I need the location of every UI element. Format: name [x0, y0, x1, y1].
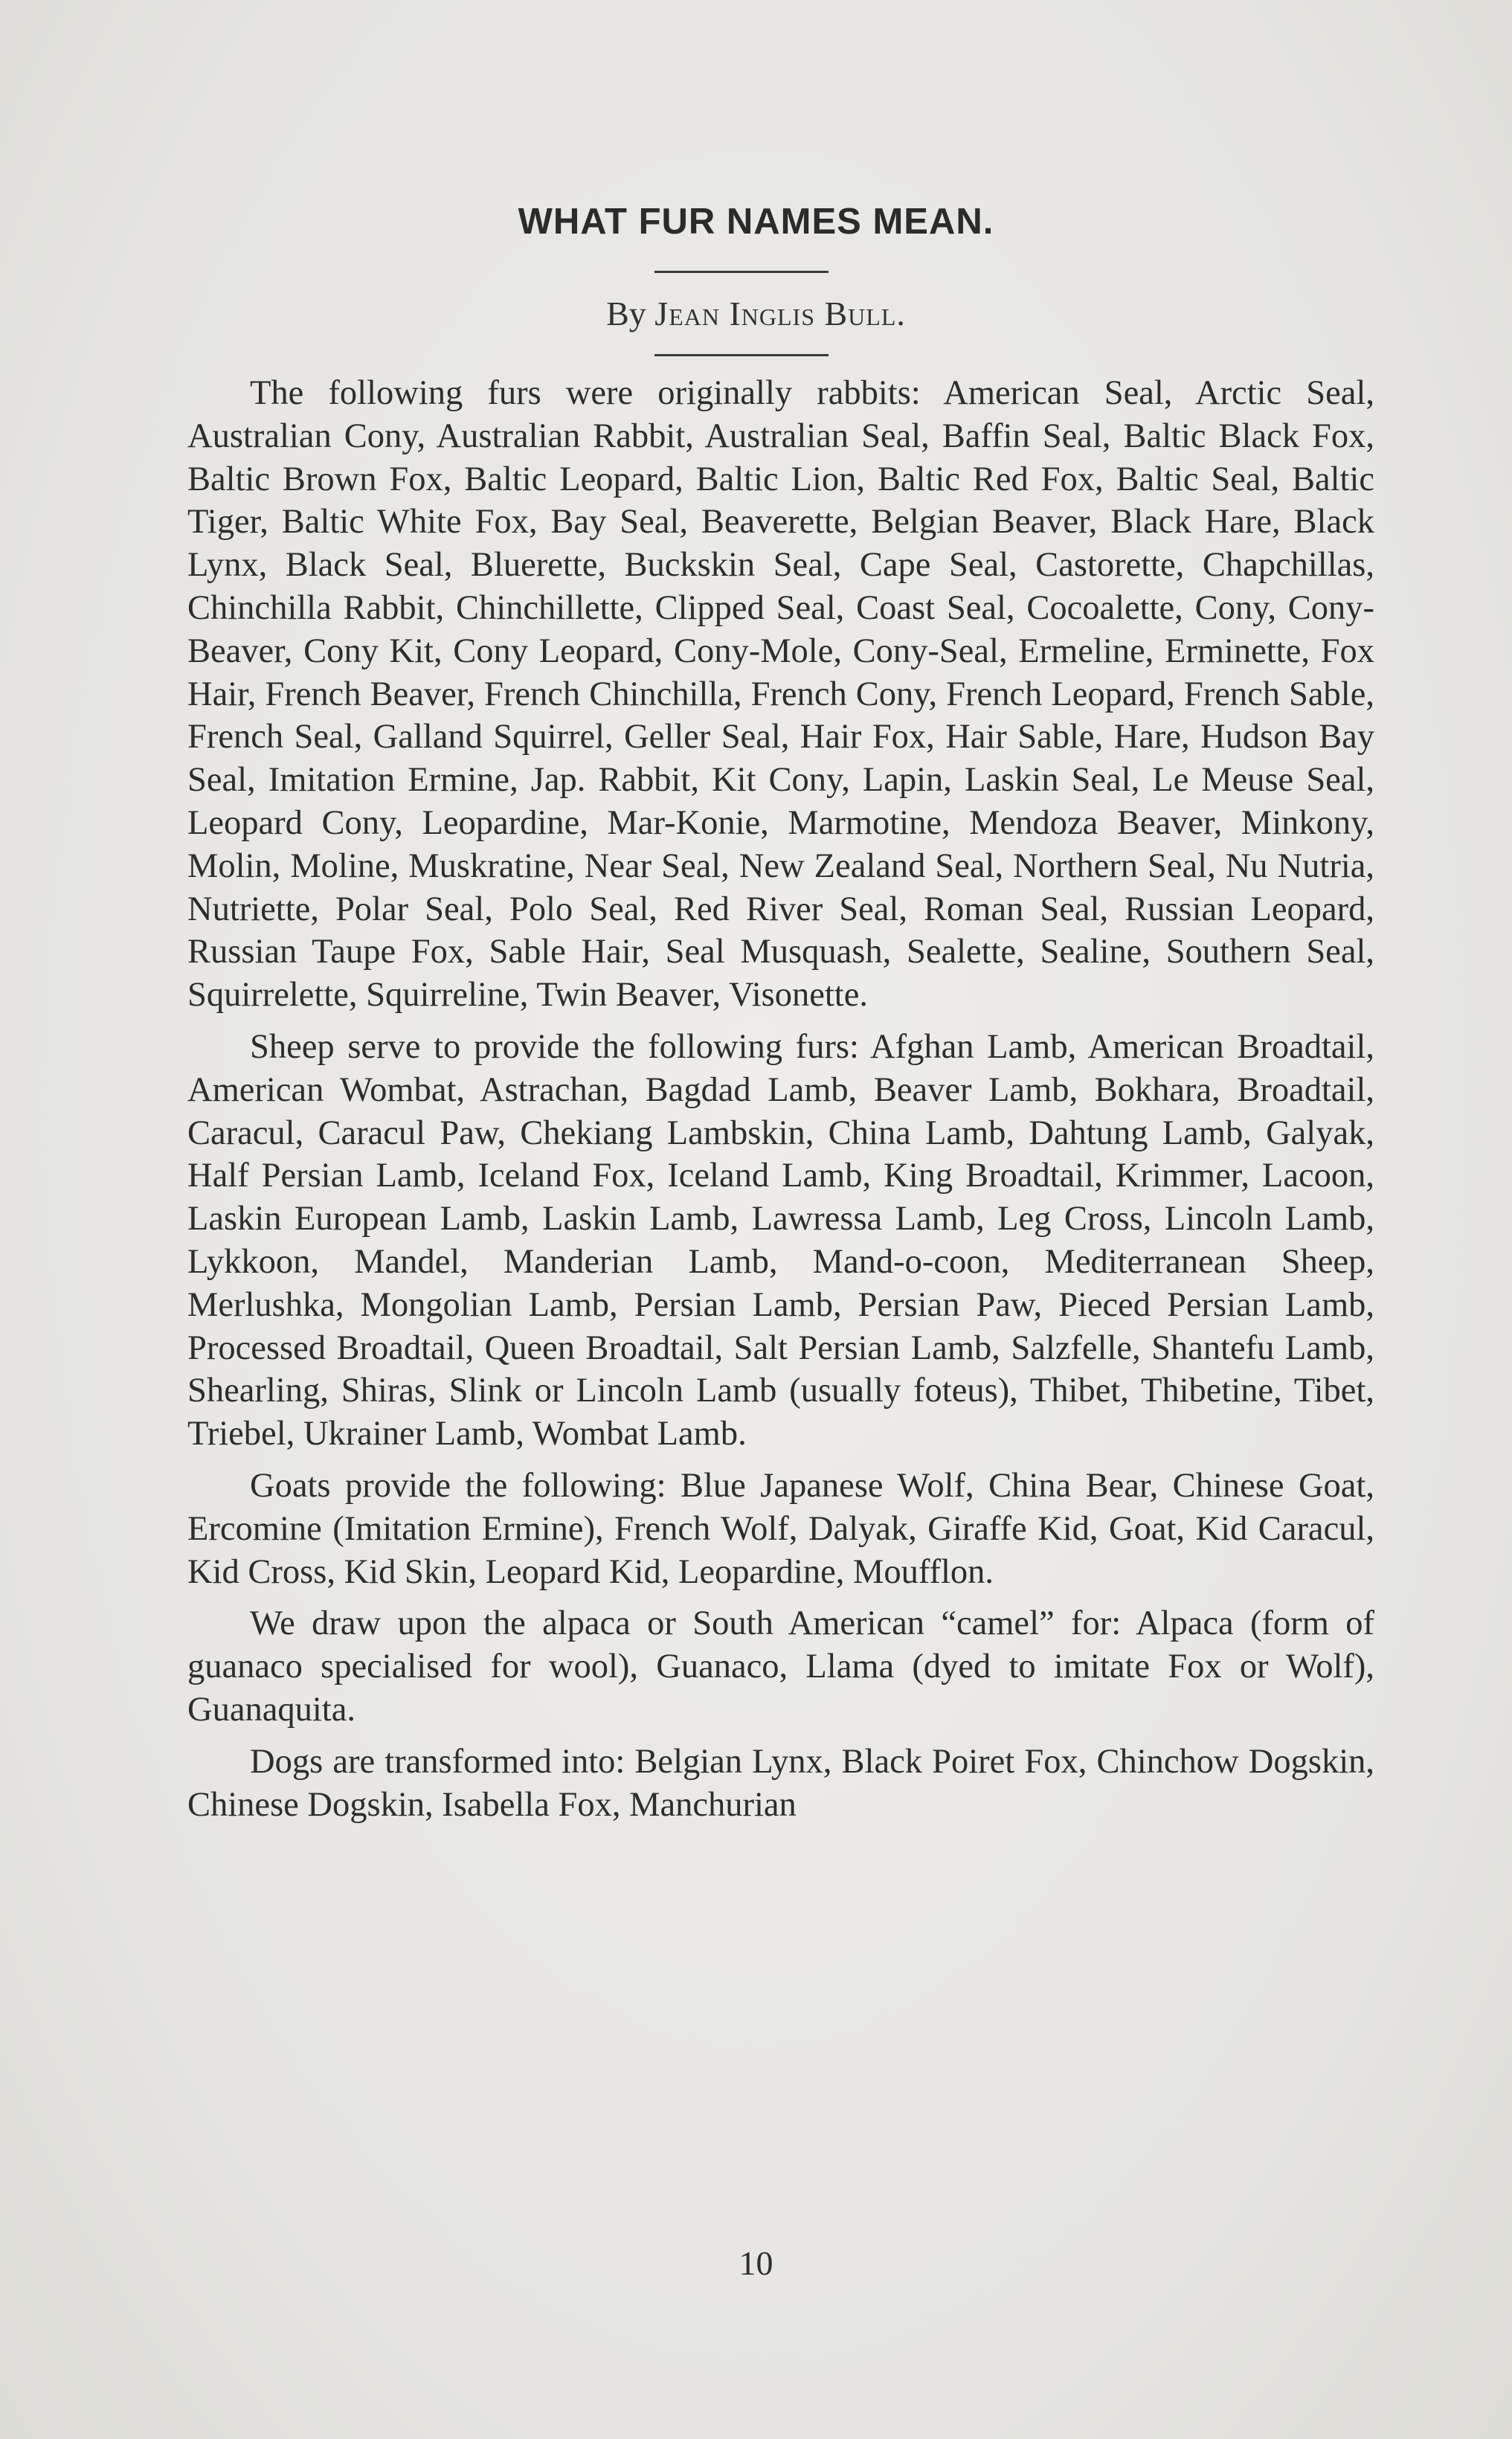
article-title: WHAT FUR NAMES MEAN. [518, 202, 994, 242]
paragraph-rabbits: The following furs were originally rabbits: American Seal, Arctic Seal, Australian Cony, Australian Rabbit, Australian Seal, Baffin Seal, Baltic Black Fox, Baltic Brown Fox, Baltic Leopard, Baltic Lion, Baltic Red Fox, Baltic Seal, Baltic Tiger, Baltic White Fox, Bay Seal, Beaverette, Belgian Beaver, Black Hare, Black Lynx, Black Seal, Bluerette, Buckskin Seal, Cape Seal, Castorette, Chapchillas, Chinchilla Rabbit, Chinchillette, Clipped Seal, Coast Seal, Cocoalette, Cony, Cony-Beaver, Cony Kit, Cony Leopard, Cony-Mole, Cony-Seal, Ermeline, Erminette, Fox Hair, French Beaver, French Chinchilla, French Cony, French Leopard, French Sable, French Seal, Galland Squirrel, Geller Seal, Hair Fox, Hair Sable, Hare, Hudson Bay Seal, Imitation Ermine, Jap. Rabbit, Kit Cony, Lapin, Laskin Seal, Le Meuse Seal, Leopard Cony, Leopardine, Mar-Konie, Marmotine, Mendoza Beaver, Minkony, Molin, Moline, Muskratine, Near Seal, New Zealand Seal, Northern Seal, Nu Nutria, Nutriette, Polar Seal, Polo Seal, Red River Seal, Roman Seal, Russian Leopard, Russian Taupe Fox, Sable Hair, Seal Musquash, Sealette, Sealine, Southern Seal, Squirrelette, Squirreline, Twin Beaver, Visonette. [187, 374, 1374, 1015]
paragraph-sheep: Sheep serve to provide the following furs: Afghan Lamb, American Broadtail, American Wombat, Astrachan, Bagdad Lamb, Beaver Lamb, Bokhara, Broadtail, Caracul, Caracul Paw, Chekiang Lambskin, China Lamb, Dahtung Lamb, Galyak, Half Persian Lamb, Iceland Fox, Iceland Lamb, King Broadtail, Krimmer, Lacoon, Laskin European Lamb, Laskin Lamb, Lawressa Lamb, Leg Cross, Lincoln Lamb, Lykkoon, Mandel, Manderian Lamb, Mand-o-coon, Mediterranean Sheep, Merlushka, Mongolian Lamb, Persian Lamb, Persian Paw, Pieced Persian Lamb, Processed Broadtail, Queen Broadtail, Salt Persian Lamb, Salzfelle, Shantefu Lamb, Shearling, Shiras, Slink or Lincoln Lamb (usually foteus), Thibet, Thibetine, Tibet, Triebel, Ukrainer Lamb, Wombat Lamb. [187, 1027, 1374, 1453]
page-number: 10 [739, 2244, 773, 2282]
title-divider [654, 271, 829, 273]
paragraph-alpaca: We draw upon the alpaca or South American “camel” for: Alpaca (form of guanaco specialised for wool), Guanaco, Llama (dyed to imitate Fox or Wolf), Guanaquita. [187, 1604, 1374, 1729]
article-body [187, 372, 1374, 1835]
paragraph-dogs: Dogs are transformed into: Belgian Lynx, Black Poiret Fox, Chinchow Dogskin, Chinese Dogskin, Isabella Fox, Manchurian [187, 1742, 1374, 1824]
author-name: Jean Inglis Bull. [654, 295, 906, 332]
byline-prefix: By [606, 295, 646, 332]
byline [0, 294, 1512, 333]
paragraph-goats: Goats provide the following: Blue Japanese Wolf, China Bear, Chinese Goat, Ercomine (Imitation Ermine), French Wolf, Dalyak, Giraffe Kid, Goat, Kid Caracul, Kid Cross, Kid Skin, Leopard Kid, Leopardine, Moufflon. [187, 1466, 1374, 1591]
byline-divider [654, 354, 829, 356]
